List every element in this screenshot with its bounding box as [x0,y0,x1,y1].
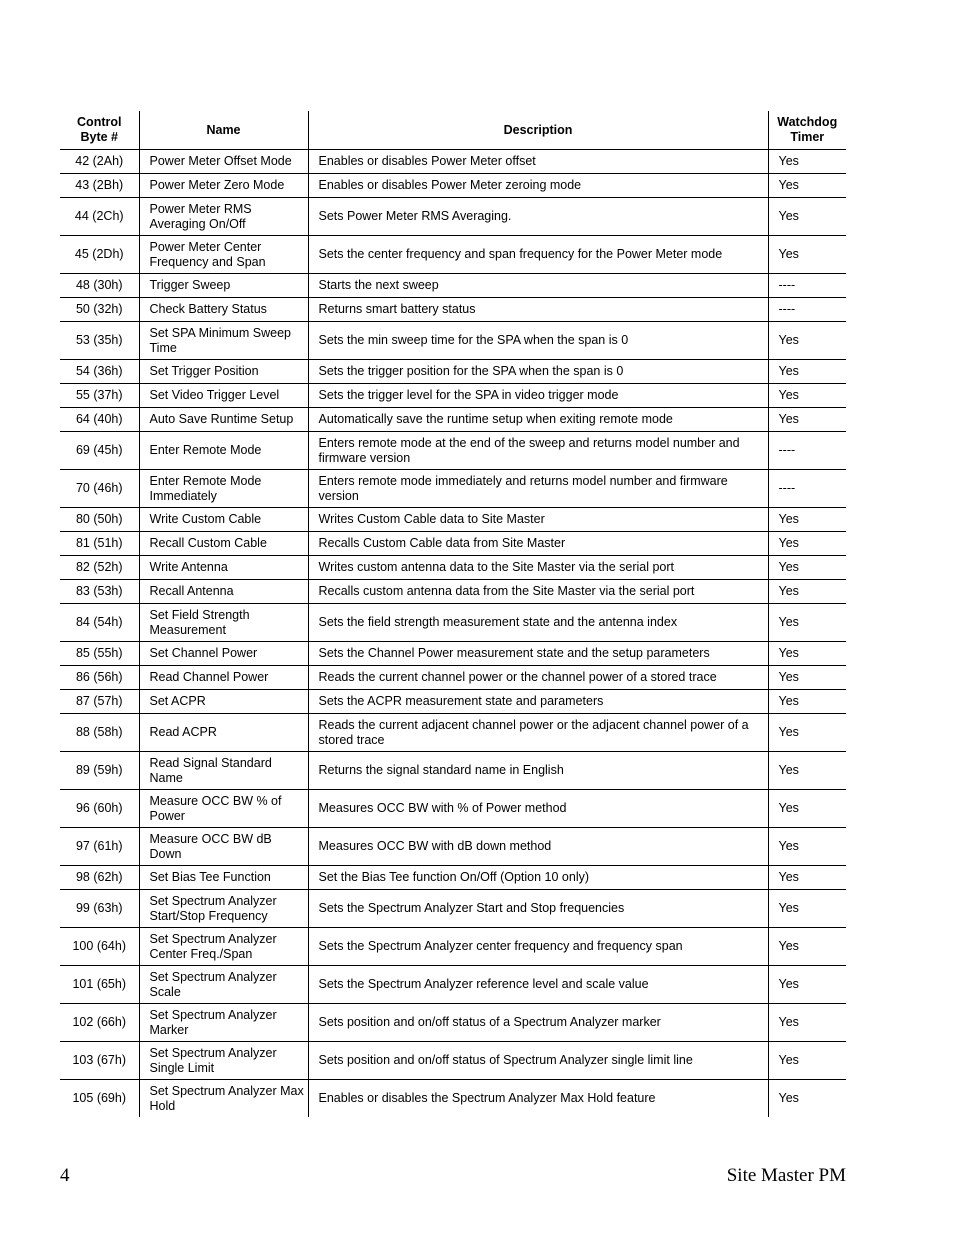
control-byte-cell: 100 (64h) [60,928,139,966]
description-cell: Measures OCC BW with % of Power method [308,790,768,828]
control-byte-cell: 81 (51h) [60,532,139,556]
description-cell: Sets Power Meter RMS Averaging. [308,198,768,236]
control-byte-cell: 103 (67h) [60,1042,139,1080]
table-row [60,532,846,556]
name-cell: Enter Remote Mode [139,432,308,470]
name-cell: Check Battery Status [139,298,308,322]
watchdog-cell: Yes [768,174,846,198]
control-byte-cell: 96 (60h) [60,790,139,828]
name-cell: Set SPA Minimum Sweep Time [139,322,308,360]
control-byte-cell: 102 (66h) [60,1004,139,1042]
document-title: Site Master PM [726,1165,846,1186]
watchdog-cell: Yes [768,666,846,690]
name-cell: Power Meter Center Frequency and Span [139,236,308,274]
description-cell: Reads the current channel power or the channel power of a stored trace [308,666,768,690]
table-row [60,866,846,890]
description-cell: Sets position and on/off status of Spectrum Analyzer single limit line [308,1042,768,1080]
control-byte-cell: 80 (50h) [60,508,139,532]
watchdog-cell: Yes [768,890,846,928]
name-cell: Read ACPR [139,714,308,752]
description-cell: Sets the center frequency and span frequency for the Power Meter mode [308,236,768,274]
control-byte-cell: 89 (59h) [60,752,139,790]
watchdog-cell: Yes [768,752,846,790]
name-cell: Write Custom Cable [139,508,308,532]
table-row [60,1080,846,1118]
table-row [60,714,846,752]
name-cell: Set Trigger Position [139,360,308,384]
watchdog-cell: ---- [768,298,846,322]
name-cell: Read Signal Standard Name [139,752,308,790]
table-row [60,360,846,384]
watchdog-cell: Yes [768,1080,846,1118]
name-cell: Auto Save Runtime Setup [139,408,308,432]
name-cell: Measure OCC BW dB Down [139,828,308,866]
name-cell: Set Video Trigger Level [139,384,308,408]
watchdog-cell: Yes [768,966,846,1004]
table-row [60,690,846,714]
watchdog-cell: ---- [768,470,846,508]
description-cell: Sets the Spectrum Analyzer reference level and scale value [308,966,768,1004]
table-row [60,966,846,1004]
name-cell: Measure OCC BW % of Power [139,790,308,828]
control-byte-cell: 85 (55h) [60,642,139,666]
table-row [60,1004,846,1042]
name-cell: Recall Antenna [139,580,308,604]
control-byte-cell: 48 (30h) [60,274,139,298]
watchdog-cell: Yes [768,690,846,714]
description-cell: Recalls custom antenna data from the Site Master via the serial port [308,580,768,604]
watchdog-cell: ---- [768,274,846,298]
name-cell: Set Field Strength Measurement [139,604,308,642]
watchdog-cell: Yes [768,532,846,556]
name-cell: Set Channel Power [139,642,308,666]
control-byte-cell: 101 (65h) [60,966,139,1004]
control-byte-cell: 44 (2Ch) [60,198,139,236]
control-byte-cell: 84 (54h) [60,604,139,642]
control-byte-cell: 45 (2Dh) [60,236,139,274]
watchdog-cell: Yes [768,866,846,890]
name-cell: Enter Remote Mode Immediately [139,470,308,508]
table-row [60,150,846,174]
watchdog-cell: Yes [768,236,846,274]
name-cell: Power Meter Zero Mode [139,174,308,198]
control-byte-cell: 69 (45h) [60,432,139,470]
control-byte-cell: 105 (69h) [72,1091,126,1106]
description-cell: Sets the Spectrum Analyzer center frequency and frequency span [308,928,768,966]
watchdog-cell: Yes [768,508,846,532]
watchdog-cell: Yes [768,198,846,236]
name-cell: Set Spectrum Analyzer Single Limit [139,1042,308,1080]
description-cell: Sets the field strength measurement state and the antenna index [308,604,768,642]
table-row [60,890,846,928]
description-cell: Enables or disables Power Meter zeroing mode [308,174,768,198]
header-name: Name [139,111,308,150]
control-byte-cell: 42 (2Ah) [60,150,139,174]
name-cell: Set Spectrum Analyzer Center Freq./Span [139,928,308,966]
table-row [60,408,846,432]
table-row [60,432,846,470]
name-cell: Trigger Sweep [139,274,308,298]
table-row [60,928,846,966]
control-byte-table [60,111,846,1117]
watchdog-cell: Yes [768,1042,846,1080]
control-byte-cell: 50 (32h) [60,298,139,322]
description-cell: Enables or disables the Spectrum Analyzer Max Hold feature [308,1080,768,1118]
watchdog-cell: Yes [768,384,846,408]
description-cell: Enters remote mode immediately and returns model number and firmware version [308,470,768,508]
description-cell: Enables or disables Power Meter offset [308,150,768,174]
watchdog-cell: Yes [768,322,846,360]
watchdog-cell: Yes [768,408,846,432]
table-row [60,470,846,508]
description-cell: Sets the Spectrum Analyzer Start and Stop frequencies [308,890,768,928]
watchdog-cell: Yes [768,604,846,642]
table-row [60,828,846,866]
control-byte-cell: 70 (46h) [60,470,139,508]
table-row [60,198,846,236]
description-cell: Sets the trigger position for the SPA when the span is 0 [308,360,768,384]
control-byte-cell: 53 (35h) [60,322,139,360]
watchdog-cell: Yes [768,360,846,384]
name-cell: Recall Custom Cable [139,532,308,556]
description-cell: Reads the current adjacent channel power or the adjacent channel power of a stored trace [308,714,768,752]
table-row [60,790,846,828]
watchdog-cell: Yes [768,790,846,828]
control-byte-cell: 87 (57h) [60,690,139,714]
watchdog-cell: Yes [768,928,846,966]
table-row [60,666,846,690]
description-cell: Starts the next sweep [308,274,768,298]
table-row [60,1042,846,1080]
table-row [60,556,846,580]
table-body [60,150,846,1118]
table-row [60,580,846,604]
description-cell: Automatically save the runtime setup when exiting remote mode [308,408,768,432]
table-row [60,274,846,298]
name-cell: Set Bias Tee Function [139,866,308,890]
description-cell: Measures OCC BW with dB down method [308,828,768,866]
control-byte-cell: 99 (63h) [60,890,139,928]
description-cell: Writes custom antenna data to the Site Master via the serial port [308,556,768,580]
watchdog-cell: Yes [768,642,846,666]
control-byte-cell: 64 (40h) [60,408,139,432]
watchdog-cell: Yes [768,714,846,752]
description-cell: Sets the min sweep time for the SPA when the span is 0 [308,322,768,360]
description-cell: Sets the Channel Power measurement state and the setup parameters [308,642,768,666]
control-byte-cell: 83 (53h) [60,580,139,604]
table-row [60,384,846,408]
table-row [60,508,846,532]
table-row [60,298,846,322]
table-row [60,322,846,360]
header-watchdog-timer: Watchdog Timer [768,111,846,150]
watchdog-cell: ---- [768,432,846,470]
watchdog-cell: Yes [768,828,846,866]
description-cell: Sets the trigger level for the SPA in video trigger mode [308,384,768,408]
name-cell: Set ACPR [139,690,308,714]
name-cell: Set Spectrum Analyzer Max Hold [139,1080,308,1118]
description-cell: Sets position and on/off status of a Spectrum Analyzer marker [308,1004,768,1042]
description-cell: Enters remote mode at the end of the sweep and returns model number and firmware version [308,432,768,470]
description-cell: Returns the signal standard name in English [308,752,768,790]
table-header-row [60,111,846,150]
name-cell: Power Meter Offset Mode [139,150,308,174]
table-row [60,604,846,642]
description-cell: Writes Custom Cable data to Site Master [308,508,768,532]
name-cell: Write Antenna [139,556,308,580]
description-cell: Returns smart battery status [308,298,768,322]
watchdog-cell: Yes [768,1004,846,1042]
description-cell: Set the Bias Tee function On/Off (Option 10 only) [308,866,768,890]
watchdog-cell: Yes [768,150,846,174]
name-cell: Set Spectrum Analyzer Scale [139,966,308,1004]
control-byte-cell: 43 (2Bh) [60,174,139,198]
watchdog-cell: Yes [768,580,846,604]
description-cell: Sets the ACPR measurement state and parameters [308,690,768,714]
control-byte-cell: 97 (61h) [60,828,139,866]
name-cell: Set Spectrum Analyzer Start/Stop Frequency [139,890,308,928]
control-byte-cell: 88 (58h) [60,714,139,752]
name-cell: Set Spectrum Analyzer Marker [139,1004,308,1042]
watchdog-cell: Yes [768,556,846,580]
header-control-byte: Control Byte # [60,111,139,150]
table-row [60,236,846,274]
table-row [60,174,846,198]
header-description: Description [308,111,768,150]
name-cell: Read Channel Power [139,666,308,690]
name-cell: Power Meter RMS Averaging On/Off [139,198,308,236]
control-byte-cell: 82 (52h) [60,556,139,580]
control-byte-cell: 86 (56h) [60,666,139,690]
table-row [60,752,846,790]
page-number: 4 [60,1165,70,1186]
table-row [60,642,846,666]
control-byte-cell: 98 (62h) [60,866,139,890]
description-cell: Recalls Custom Cable data from Site Master [308,532,768,556]
control-byte-cell: 54 (36h) [60,360,139,384]
control-byte-cell: 55 (37h) [60,384,139,408]
